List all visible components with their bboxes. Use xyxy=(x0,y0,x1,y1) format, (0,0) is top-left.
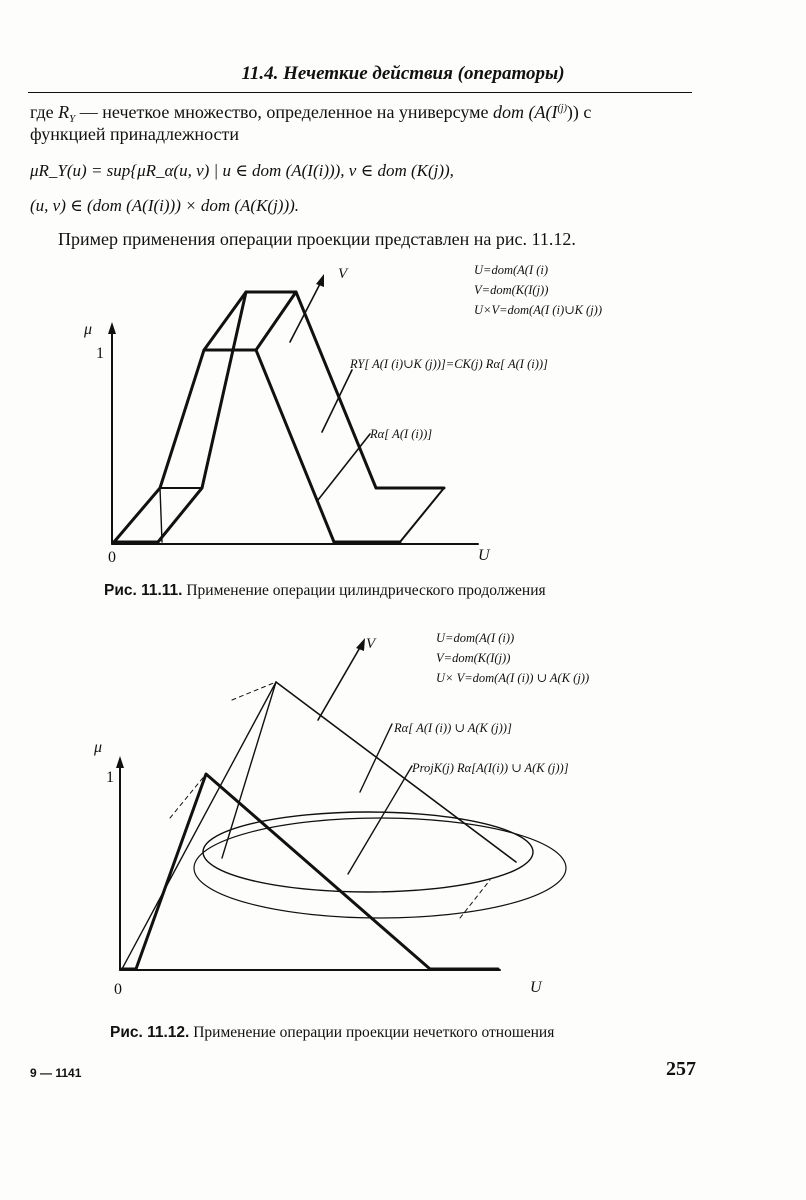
back-membership xyxy=(158,292,444,542)
fig2-axis-mu: μ xyxy=(94,739,103,756)
fig2-axis-one: 1 xyxy=(106,769,114,786)
header-rule xyxy=(28,92,692,93)
figure-11-12-caption: Рис. 11.12. Применение операции проекции нечеткого отношения xyxy=(110,1024,555,1041)
fig1-axis-one: 1 xyxy=(96,345,104,362)
fig1-axis-u: U xyxy=(478,547,490,564)
fig1-label-ry: RY[ A(I (i)∪K (j))]=CK(j) Rα[ A(I (i))] xyxy=(350,357,548,371)
v-axis-arrow xyxy=(356,638,365,651)
footer-signature: 9 — 1141 xyxy=(30,1066,82,1080)
mu-axis-arrow xyxy=(116,756,124,768)
fig2-legend-3: U× V=dom(A(I (i)) ∪ A(K (j)) xyxy=(436,671,590,685)
figure-11-11-caption: Рис. 11.11. Применение операции цилиндрического продолжения xyxy=(104,582,546,599)
fig2-legend-2: V=dom(K(I(j)) xyxy=(436,651,511,665)
body-line-1: где $R_Y$ — нечеткое множество, определенное на универсуме dom $(A(I^{(j)}))$ с xyxy=(30,102,592,125)
v-axis-arrow xyxy=(316,274,324,287)
fig1-axis-zero: 0 xyxy=(108,549,116,566)
fig1-label-ra: Rα[ A(I (i))] xyxy=(370,427,433,441)
inner-ellipse xyxy=(203,812,533,892)
fig2-axis-v: V xyxy=(366,636,376,652)
figure-11-11 xyxy=(0,262,806,592)
fig2-legend-1: U=dom(A(I (i)) xyxy=(436,631,515,645)
running-header: 11.4. Нечеткие действия (операторы) xyxy=(241,63,565,84)
mu-axis-arrow xyxy=(108,322,116,334)
body-line-2: функцией принадлежности xyxy=(30,124,240,144)
figure-11-12 xyxy=(0,622,806,1002)
fig1-axis-mu: μ xyxy=(84,321,93,338)
page-number: 257 xyxy=(666,1058,696,1080)
formula-1: μR_Y(u) = sup{μR_α(u, v) | u ∈ dom (A(I(i))), v ∈ dom (K(j)), xyxy=(30,161,454,180)
fig2-label-proj: ProjK(j) Rα[A(I(i)) ∪ A(K (j))] xyxy=(412,761,569,775)
fig2-axis-zero: 0 xyxy=(114,981,122,998)
fig1-legend-2: V=dom(K(I(j)) xyxy=(474,283,549,297)
fig1-axis-v: V xyxy=(338,266,348,282)
v-axis xyxy=(318,644,362,720)
fig1-legend-3: U×V=dom(A(I (i)∪K (j)) xyxy=(474,303,603,317)
front-membership xyxy=(114,350,334,542)
fig2-axis-u: U xyxy=(530,979,542,996)
formula-2: (u, v) ∈ (dom (A(I(i))) × dom (A(K(j))). xyxy=(30,196,300,215)
fig2-label-ra: Rα[ A(I (i)) ∪ A(K (j))] xyxy=(394,721,512,735)
paragraph: Пример применения операции проекции представлен на рис. 11.12. xyxy=(58,229,576,249)
fig1-legend-1: U=dom(A(I (i) xyxy=(474,263,549,277)
projection-membership xyxy=(122,774,498,969)
outer-ellipse xyxy=(194,818,566,918)
v-axis xyxy=(290,280,322,342)
